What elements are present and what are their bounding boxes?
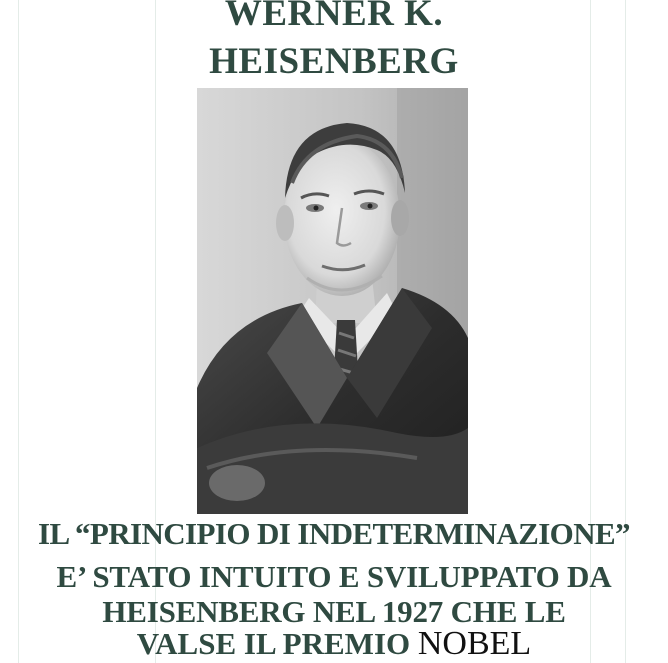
caption-line-2: E’ STATO INTUITO E SVILUPPATO DA — [56, 559, 612, 594]
title-line-2: HEISENBERG — [209, 41, 459, 82]
portrait-image — [197, 88, 468, 514]
portrait-photo — [197, 88, 468, 514]
caption-line-4-prefix: VALSE IL PREMIO — [136, 626, 418, 661]
caption-line-1: IL “PRINCIPIO DI INDETERMINAZIONE” — [38, 516, 630, 551]
title-line-1: WERNER K. — [224, 0, 444, 34]
caption-line-4 — [0, 625, 668, 662]
nobel-word: NOBEL — [417, 625, 532, 662]
caption-line-3: HEISENBERG NEL 1927 CHE LE — [102, 594, 566, 629]
